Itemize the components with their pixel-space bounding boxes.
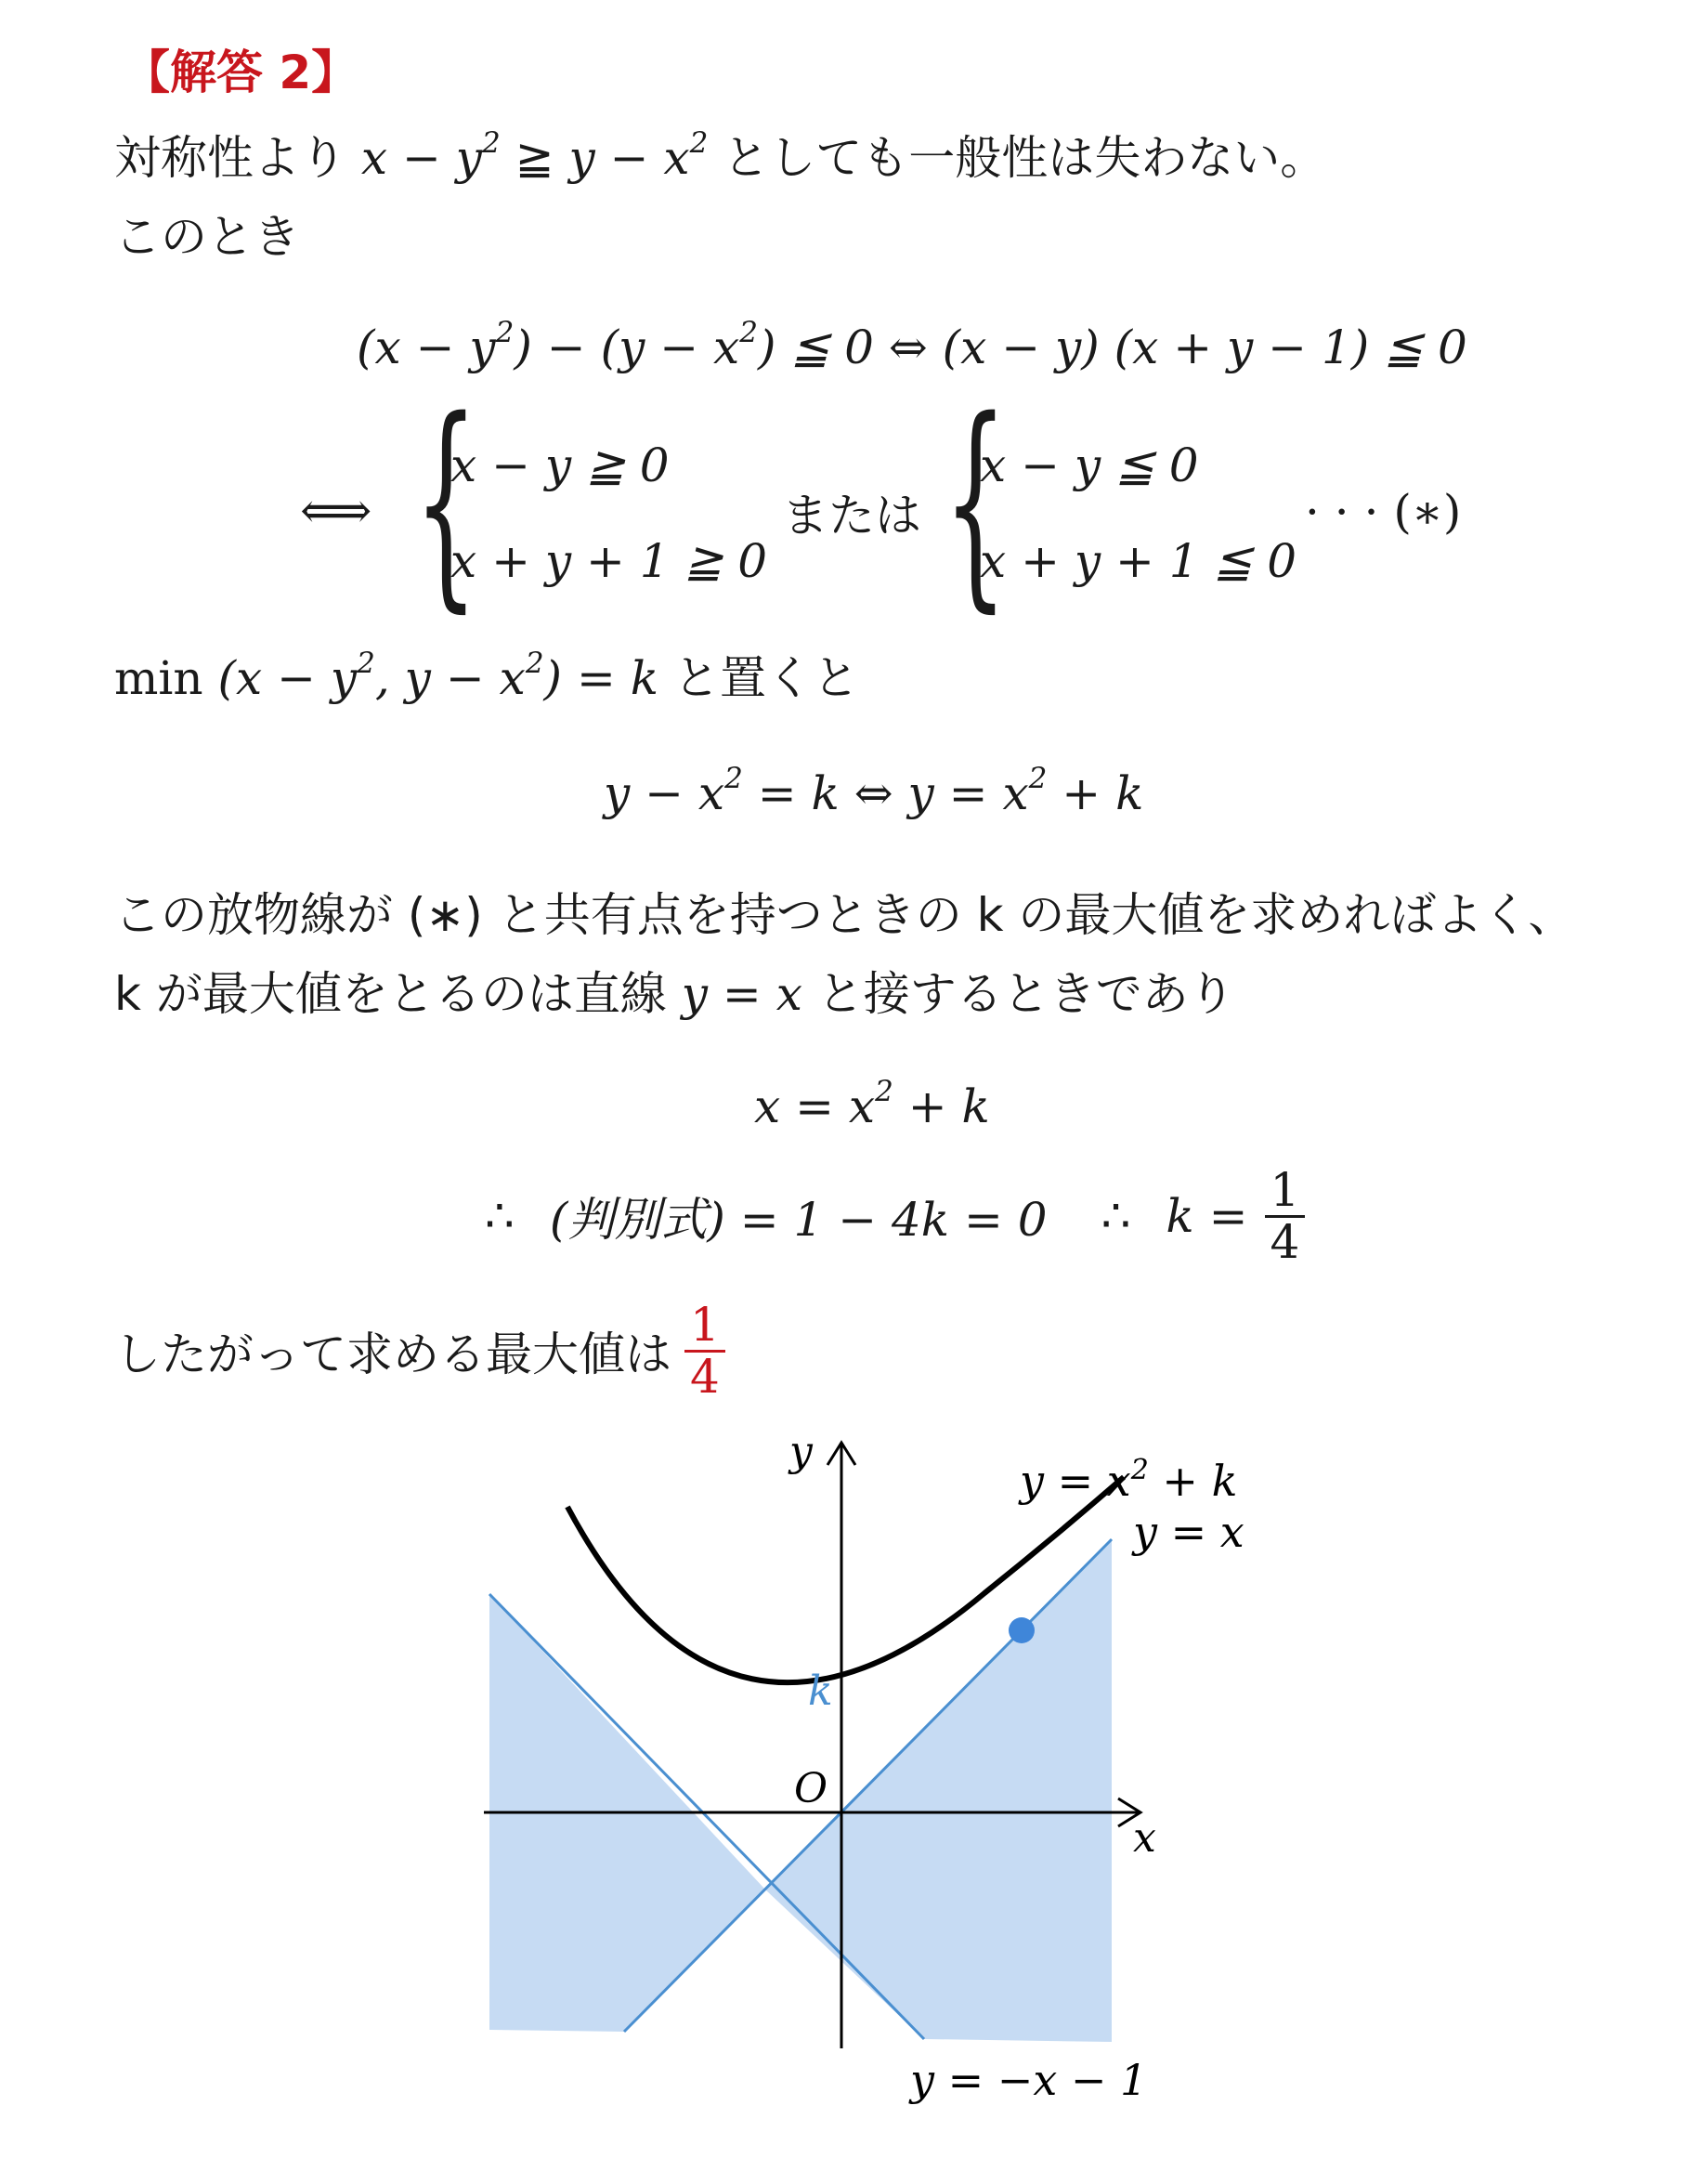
y-axis-label: y — [789, 1428, 813, 1475]
iff-symbol: ⟺ — [300, 481, 372, 540]
case-a-line1: x − y ≧ 0 — [450, 438, 670, 492]
fraction-one-quarter: $\frac{1}{4}$ — [1265, 1166, 1306, 1266]
min-operator: min — [114, 651, 203, 705]
answer-fraction: $\frac{1}{4}$ — [684, 1301, 725, 1401]
x-axis-label: x — [1133, 1814, 1156, 1862]
tangent-condition-text: k が最大値をとるのは直線 y = x と接するときであり — [114, 967, 1235, 1021]
or-text: または — [782, 489, 921, 543]
final-answer-text: したがって求める最大値は — [114, 1327, 671, 1381]
origin-label: O — [794, 1765, 828, 1812]
answer-title: 【解答 2】 — [124, 46, 358, 99]
min-post: と置くと — [672, 651, 859, 705]
parabola-condition-text: この放物線が (∗) と共有点を持つときの k の最大値を求めればよく、 — [114, 888, 1575, 942]
k-intercept-label: k — [808, 1667, 833, 1715]
min-arguments: ($x - y^2$, $y - x^2) = k$ — [217, 646, 659, 705]
equation-tag-star: · · · (∗) — [1305, 485, 1462, 539]
equation-factorization: $(x - y^2) - (y - x^2)$ ≦ 0 ⇔ (x − y) (x + y − 1) ≦ 0 — [357, 315, 1467, 374]
equation-parabola: $y - x^2 = k$ ⇔ $y = x^2 + k$ — [604, 761, 1144, 820]
case-b-line2: x + y + 1 ≦ 0 — [980, 534, 1297, 588]
line-neg-label: y = −x − 1 — [910, 2055, 1148, 2105]
equation-tangent: $x = x^2 + k$ — [754, 1074, 990, 1133]
then-text: このとき — [114, 210, 300, 264]
case-b-line1: x − y ≦ 0 — [980, 438, 1199, 492]
symmetry-pre: 対称性より — [114, 131, 346, 185]
expr-y-minus-x2: $y - x^2$ — [568, 125, 709, 185]
left-brace-a: { — [414, 372, 478, 632]
parabola-label: $y = x^2 + k$ — [1020, 1454, 1238, 1506]
left-brace-b: { — [944, 372, 1008, 632]
symmetry-post: としても一般性は失わない。 — [723, 131, 1327, 185]
geq-sign: ≧ — [500, 131, 569, 185]
therefore-symbol-2: ∴ — [1101, 1189, 1131, 1243]
discriminant-expression: (判別式) = 1 − 4k = 0 — [549, 1193, 1048, 1247]
tangent-point — [1009, 1617, 1035, 1643]
expr-x-minus-y2: $x - y^2$ — [360, 125, 501, 185]
case-a-line2: x + y + 1 ≧ 0 — [450, 534, 768, 588]
line-y-eq-x: y = x — [681, 967, 802, 1021]
line-y-eq-x-label: y = x — [1133, 1507, 1244, 1557]
therefore-symbol: ∴ — [485, 1189, 515, 1243]
k-equals: k = — [1166, 1189, 1248, 1243]
